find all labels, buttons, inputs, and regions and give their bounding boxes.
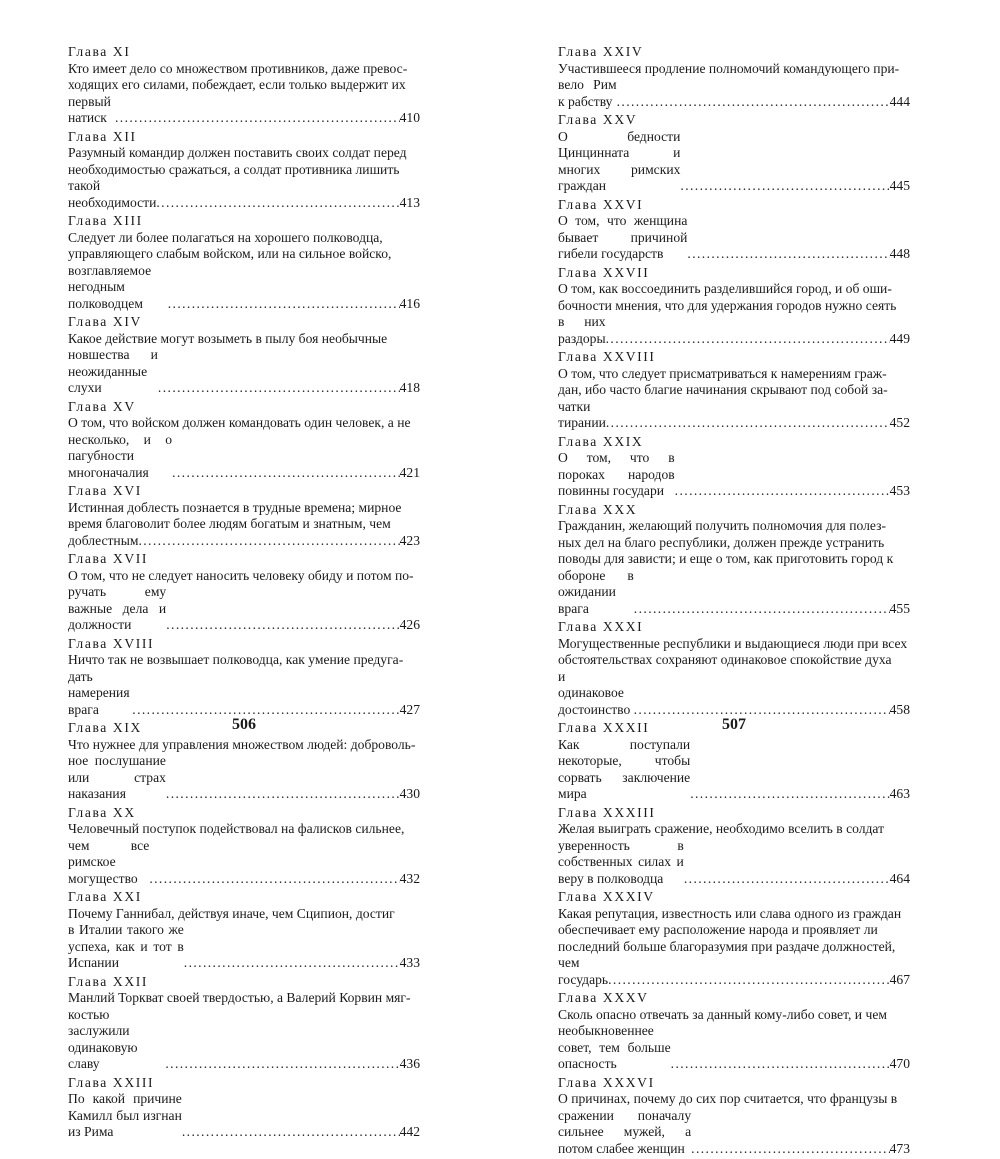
chapter-heading: Глава XXXIII (558, 804, 656, 820)
chapter-heading: Глава XIV (68, 314, 142, 329)
chapter-title-line: Манлий Торкват своей твердостью, а Валерий Корвин мяг- (68, 990, 411, 1005)
chapter-title-line: О причинах, почему до сих пор считается, что французы в (558, 1091, 898, 1106)
page-reference: 430 (399, 786, 420, 801)
chapter-heading: Глава XXXVI (558, 1074, 655, 1090)
dot-leader (684, 871, 890, 888)
chapter-title-line: Какая репутация, известность или слава одного из граждан (558, 905, 902, 921)
chapter-heading: Глава XXX (558, 501, 638, 517)
chapter-title-text: ное послушание или страх наказания (68, 753, 166, 801)
chapter-title-last-line (68, 347, 420, 397)
dot-leader (166, 786, 400, 803)
chapter-heading: Глава XXV (558, 112, 638, 127)
chapter-title-text: чем государь (558, 955, 609, 987)
dot-leader (115, 110, 400, 127)
chapter-title-last-line (558, 669, 910, 719)
chapter-title-line: бочности мнения, что для удержания городов нужно сеять (558, 297, 897, 313)
dot-leader (690, 786, 889, 803)
toc-entry (68, 129, 420, 212)
page-reference: 444 (889, 93, 910, 109)
page-reference: 445 (889, 178, 910, 193)
chapter-title-line: Гражданин, желающий получить полномочия для полез- (558, 518, 886, 533)
page-reference: 448 (889, 246, 910, 261)
chapter-title-last-line (558, 213, 910, 263)
toc-entry (68, 1075, 420, 1141)
chapter-title-text: первый натиск (68, 93, 111, 125)
chapter-heading: Глава XI (68, 44, 131, 59)
chapter-title-line: Могущественные республики и выдающиеся люди при всех (558, 635, 908, 651)
page-reference: 432 (399, 870, 420, 886)
chapter-heading: Глава XXVI (558, 196, 644, 212)
chapter-title-line: Человечный поступок подействовал на фалисков сильнее, (68, 821, 405, 836)
toc-entry (558, 349, 910, 432)
toc-entry (558, 1075, 910, 1158)
toc-entry (558, 889, 910, 988)
page-reference: 464 (889, 870, 910, 886)
chapter-title-last-line (558, 1023, 910, 1073)
page-reference: 458 (889, 701, 910, 717)
chapter-title-last-line (68, 838, 420, 888)
chapter-title-last-line (68, 1007, 420, 1073)
page-reference: 416 (399, 295, 420, 311)
page-reference: 452 (889, 415, 910, 430)
toc-entry (558, 434, 910, 500)
chapter-heading: Глава XXVIII (558, 349, 656, 364)
toc-entry (68, 483, 420, 549)
chapter-heading: Глава XII (68, 128, 137, 144)
page-reference: 470 (889, 1056, 910, 1071)
chapter-title-last-line (68, 584, 420, 634)
toc-entry (558, 265, 910, 348)
dot-leader (608, 972, 890, 989)
chapter-heading: Глава XX (68, 804, 136, 820)
toc-entry (558, 197, 910, 263)
chapter-title-text: костью заслужили одинаковую славу (68, 1006, 138, 1071)
chapter-title-text: такой необходимости (68, 178, 157, 210)
chapter-title-last-line (68, 178, 420, 211)
chapter-title-last-line (68, 753, 420, 803)
dot-leader (182, 1124, 400, 1141)
chapter-title-text: По какой причине Камилл был изгнан из Рима (68, 1091, 182, 1139)
page-reference: 427 (399, 701, 420, 717)
page-reference: 426 (399, 617, 420, 632)
dot-leader (165, 1056, 399, 1073)
chapter-title-text: и одинаковое достоинство (558, 668, 631, 717)
dot-leader (634, 601, 890, 618)
chapter-title-last-line (558, 568, 910, 618)
chapter-title-text: необыкновеннее совет, тем больше опасность (558, 1023, 671, 1071)
dot-leader (168, 296, 400, 313)
toc-entry (558, 990, 910, 1073)
chapter-title-text: новшества и неожиданные слухи (68, 347, 158, 395)
dot-leader (156, 195, 399, 212)
page-number-right: 507 (722, 716, 746, 733)
chapter-title-last-line (558, 399, 910, 432)
chapter-title-line: Участившееся продление полномочий командующего при- (558, 60, 900, 76)
page-reference: 418 (399, 380, 420, 395)
page-reference: 463 (889, 786, 910, 801)
chapter-title-last-line (68, 922, 420, 972)
dot-leader (687, 246, 889, 263)
chapter-title-line: О том, что войском должен командовать один человек, а не (68, 415, 411, 430)
chapter-title-line: обеспечивает ему расположение народа и проявляет ли (558, 922, 878, 937)
page-reference: 455 (889, 600, 910, 616)
page-reference: 410 (399, 110, 420, 125)
chapter-title-line: Ничто так не возвышает полководца, как умение предуга- (68, 652, 404, 667)
chapter-title-text: О том, что в пороках народов повинны государи (558, 450, 675, 498)
chapter-title-last-line (558, 77, 910, 110)
page-reference: 413 (399, 194, 420, 210)
chapter-title-line: необходимостью сражаться, а солдат противника лишить (68, 161, 400, 177)
page-reference: 421 (399, 464, 420, 480)
chapter-heading: Глава XXVII (558, 264, 650, 280)
chapter-title-line: обстоятельствах сохраняют одинаковое спокойствие духа (558, 652, 892, 667)
chapter-title-text: О том, что женщина бывает причиной гибели государств (558, 213, 688, 261)
page-reference: 442 (399, 1124, 420, 1139)
chapter-title-line: дан, ибо часто благие начинания скрывают под собой за- (558, 382, 888, 397)
toc-entry (68, 889, 420, 972)
chapter-title-last-line (558, 955, 910, 988)
chapter-heading: Глава XV (68, 398, 136, 414)
dot-leader (691, 1141, 889, 1158)
chapter-title-line: Какое действие могут возыметь в пылу боя необычные (68, 330, 388, 346)
chapter-title-line: Почему Ганнибал, действуя иначе, чем Сципион, достиг (68, 905, 395, 921)
chapter-title-last-line (558, 314, 910, 347)
toc-entry (68, 551, 420, 634)
page-reference: 467 (889, 971, 910, 987)
chapter-title-line: управляющего слабым войском, или на сильное войско, (68, 246, 392, 261)
toc-entry (68, 399, 420, 482)
chapter-title-line: О том, что следует присматриваться к намерениям граж- (558, 365, 887, 381)
toc-entry (68, 974, 420, 1073)
chapter-title-line: Сколь опасно отвечать за данный кому-либо совет, и чем (558, 1006, 887, 1022)
chapter-title-line: Разумный командир должен поставить своих солдат перед (68, 145, 407, 160)
dot-leader (172, 465, 400, 482)
page-reference: 449 (889, 330, 910, 346)
chapter-heading: Глава XVII (68, 551, 149, 566)
chapter-title-text: возглавляемое негодным полководцем (68, 262, 152, 311)
toc-entry (68, 636, 420, 719)
toc-entry (68, 44, 420, 127)
chapter-title-last-line (68, 432, 420, 482)
chapter-title-text: несколько, и о пагубности многоначалия (68, 431, 173, 480)
page-reference: 473 (889, 1140, 910, 1156)
chapter-title-text: обороне в ожидании врага (558, 567, 634, 616)
dot-leader (671, 1056, 890, 1073)
chapter-title-text: чем все римское могущество (68, 837, 150, 886)
dot-leader (606, 331, 890, 348)
chapter-title-line: Что нужнее для управления множеством людей: доброволь- (68, 736, 416, 752)
chapter-title-last-line (68, 533, 420, 550)
chapter-title-line: Следует ли более полагаться на хорошего полководца, (68, 229, 383, 245)
chapter-heading: Глава XIII (68, 213, 143, 228)
dot-leader (184, 955, 400, 972)
chapter-heading: Глава XXIII (68, 1074, 155, 1090)
chapter-title-text: дать намерения врага (68, 668, 130, 717)
toc-entry (558, 619, 910, 718)
dot-leader (606, 415, 890, 432)
toc-entry (558, 44, 910, 110)
chapter-title-last-line (558, 737, 910, 803)
chapter-title-text: в них раздоры (558, 314, 606, 346)
chapter-title-line: ных дел на благо республики, должен прежде устранить (558, 534, 885, 550)
dot-leader (158, 380, 400, 397)
chapter-title-text: Как поступали некоторые, чтобы сорвать заключение мира (558, 736, 691, 801)
chapter-title-last-line (68, 1091, 420, 1141)
chapter-title-line: ходящих его силами, побеждает, если только выдержит их (68, 77, 406, 92)
chapter-title-last-line (558, 129, 910, 195)
chapter-title-line: поводы для зависти; и еще о том, как приготовить город к (558, 551, 894, 566)
chapter-title-text: ручать ему важные дела и должности (68, 584, 167, 632)
page-reference: 453 (889, 483, 910, 498)
chapter-title-last-line (558, 838, 910, 888)
dot-leader (617, 94, 890, 111)
chapter-title-line: О том, что не следует наносить человеку обиду и потом по- (68, 567, 414, 583)
toc-entry (68, 213, 420, 312)
chapter-heading: Глава XXXI (558, 619, 644, 634)
chapter-heading: Глава XXIX (558, 433, 644, 449)
chapter-heading: Глава XXXV (558, 990, 649, 1005)
chapter-heading: Глава XXII (68, 973, 149, 989)
dot-leader (138, 533, 399, 550)
chapter-title-last-line (68, 94, 420, 127)
right-page-toc (558, 44, 910, 1159)
chapter-title-text: в Италии такого же успеха, как и тот в Испании (68, 922, 184, 970)
chapter-title-line: Истинная доблесть познается в трудные времена; мирное (68, 499, 402, 515)
toc-entry (558, 112, 910, 195)
chapter-heading: Глава XXXIV (558, 889, 655, 904)
page-reference: 436 (399, 1056, 420, 1071)
toc-entry (558, 502, 910, 618)
chapter-title-line: последний больше благоразумия при раздаче должностей, (558, 938, 896, 954)
chapter-heading: Глава XVI (68, 483, 142, 498)
dot-leader (166, 617, 399, 634)
chapter-title-text: вело Рим к рабству (558, 77, 617, 109)
chapter-title-line: О том, как воссоединить разделившийся город, и об оши- (558, 281, 892, 296)
dot-leader (149, 871, 399, 888)
chapter-heading: Глава XVIII (68, 635, 155, 651)
chapter-title-last-line (68, 669, 420, 719)
chapter-title-line: Желая выиграть сражение, необходимо вселить в солдат (558, 821, 885, 836)
toc-entry (68, 805, 420, 888)
chapter-title-text: сражении поначалу сильнее мужей, а потом слабее женщин (558, 1107, 692, 1156)
dot-leader (675, 483, 890, 500)
chapter-title-last-line (68, 263, 420, 313)
left-page-toc (68, 44, 420, 1143)
chapter-heading: Глава XXIV (558, 44, 644, 59)
page-reference: 433 (399, 955, 420, 970)
chapter-title-text: доблестным (68, 532, 139, 548)
chapter-title-text: уверенность в собственных силах и веру в полководца (558, 837, 684, 886)
toc-entry (558, 805, 910, 888)
chapter-title-text: О бедности Цинцинната и многих римских граждан (558, 128, 681, 193)
chapter-title-text: чатки тирании (558, 398, 606, 430)
page-reference: 423 (399, 532, 420, 548)
chapter-title-last-line (558, 1108, 910, 1158)
chapter-heading: Глава XXI (68, 889, 142, 904)
chapter-heading: Глава XXXII (558, 720, 650, 735)
dot-leader (680, 178, 889, 195)
chapter-heading: Глава XIX (68, 720, 142, 735)
page-number-left: 506 (232, 716, 256, 733)
chapter-title-last-line (558, 450, 910, 500)
chapter-title-line: время благоволит более людям богатым и знатным, чем (68, 516, 391, 531)
chapter-title-line: Кто имеет дело со множеством противников, даже превос- (68, 60, 408, 76)
toc-entry (68, 314, 420, 397)
